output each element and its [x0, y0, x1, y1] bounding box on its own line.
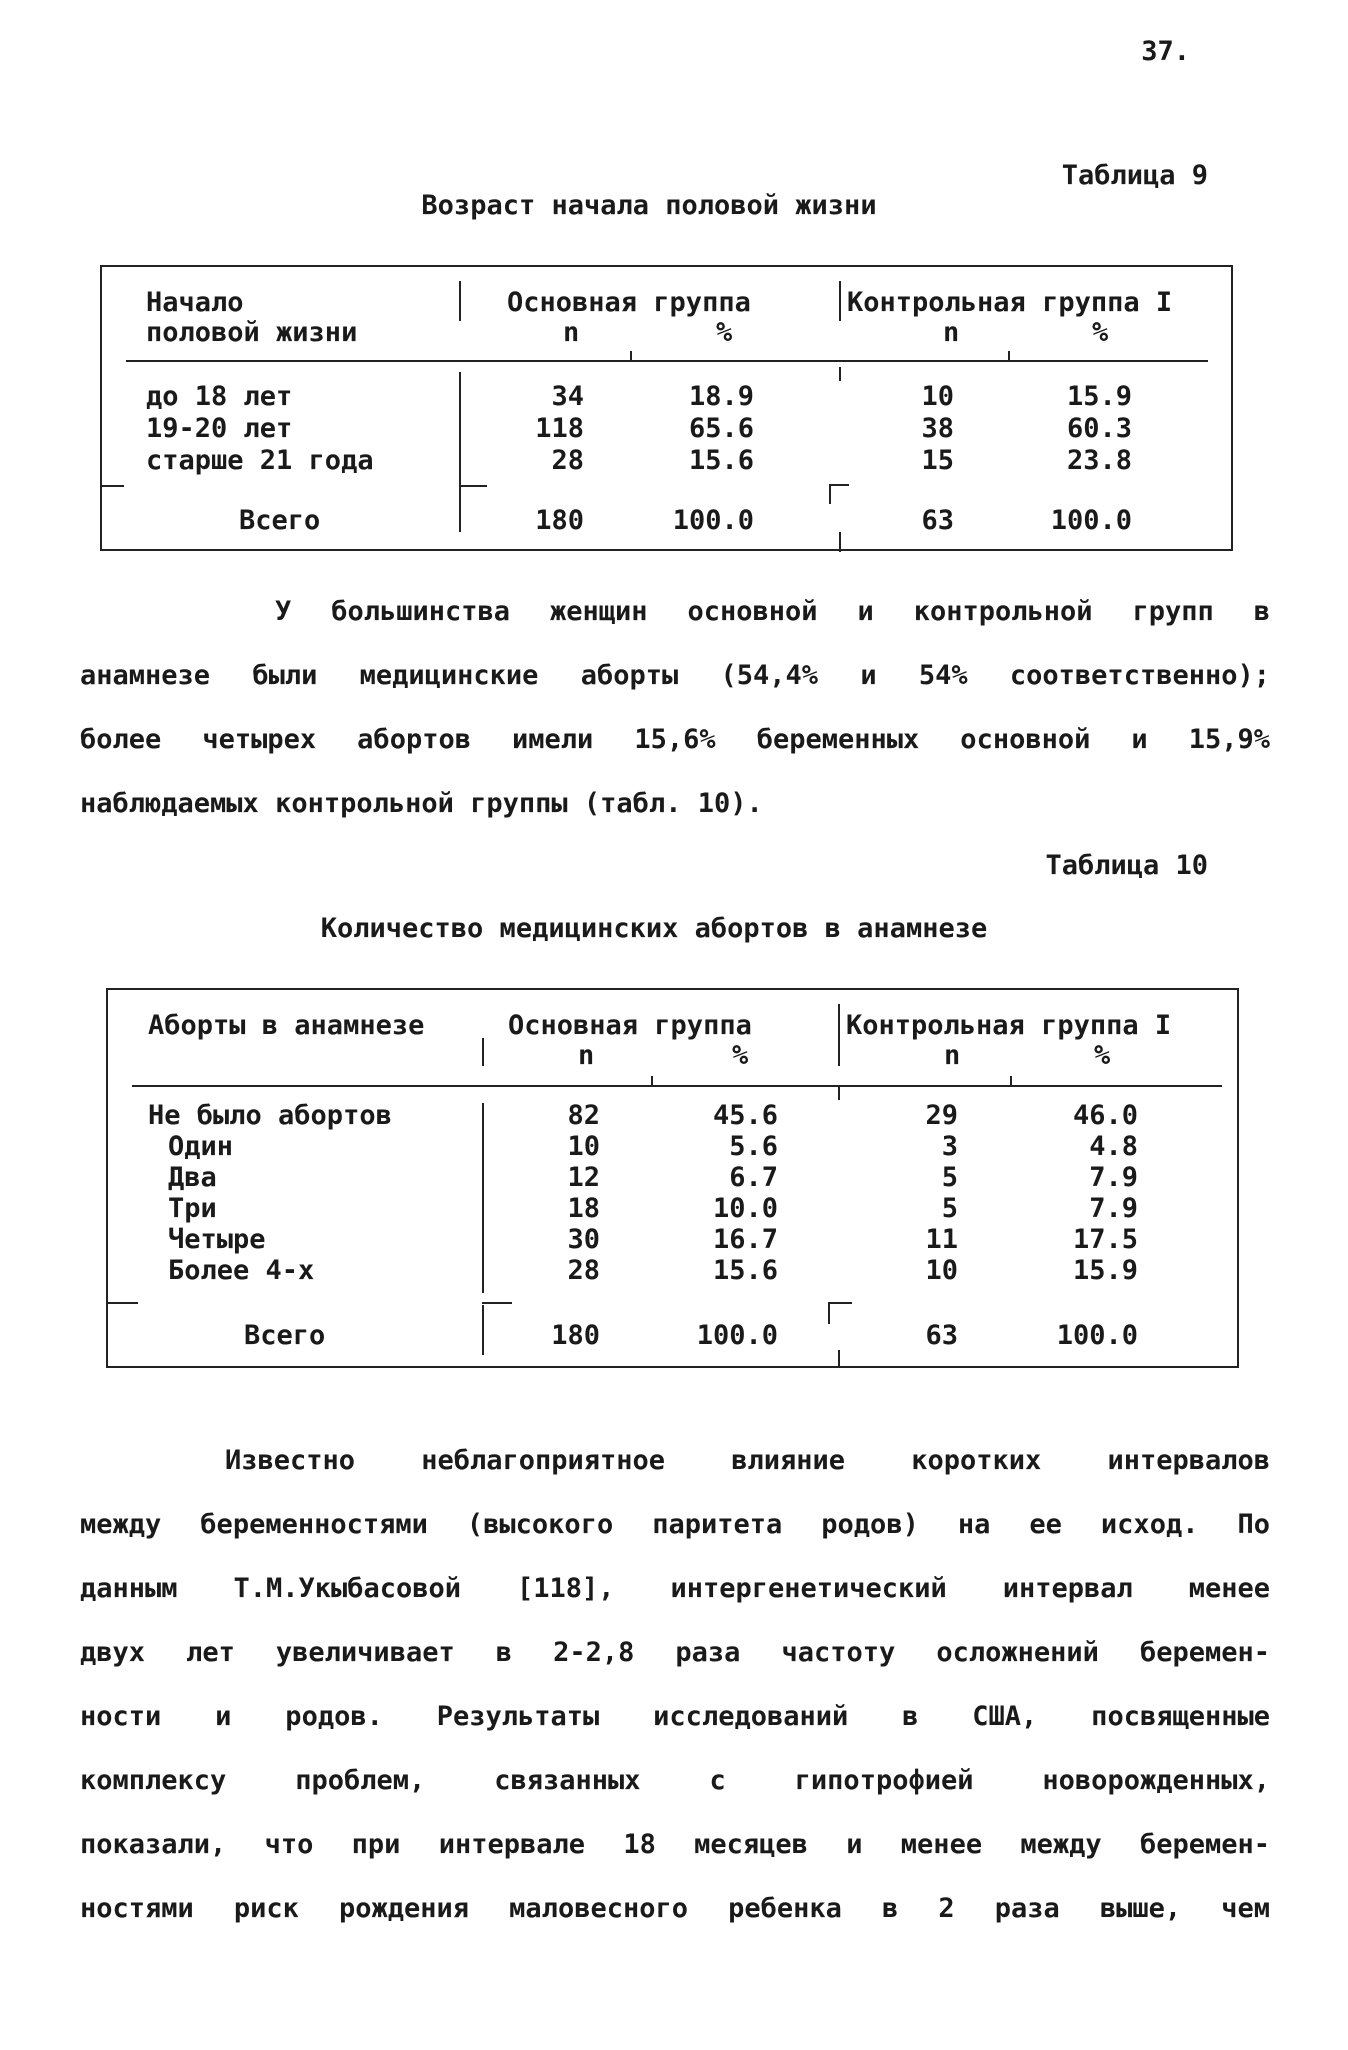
- table9-label: Таблица 9: [1061, 160, 1208, 191]
- table10-header-group1: Основная группа: [508, 1010, 752, 1041]
- table10-col-divider-3: [482, 1305, 484, 1355]
- table10-total-mark-2: [482, 1302, 512, 1304]
- table9-header-n1: n: [563, 317, 580, 348]
- table10-row-label: Два: [168, 1162, 217, 1193]
- paragraph-1-line: более четырех абортов имели 15,6% беременных основной и 15,9%: [80, 724, 1270, 755]
- table10-row-p1: 16.7: [712, 1224, 778, 1255]
- table10-col-divider-2: [482, 1103, 484, 1293]
- table9-row-n1: 34: [551, 381, 584, 412]
- table9-header-col1-line2: половой жизни: [146, 317, 358, 348]
- table9-col-divider-5: [839, 532, 841, 552]
- table10-total-label: Всего: [244, 1320, 326, 1351]
- table9-row-p1: 65.6: [688, 413, 754, 444]
- table10-row-label: Один: [168, 1131, 234, 1162]
- table9-header-rule: [126, 360, 1208, 362]
- paragraph-1-line: анамнезе были медицинские аборты (54,4% и 54% соответственно);: [80, 660, 1270, 691]
- table10-header-pct2: %: [1094, 1040, 1111, 1071]
- table10-row-n1: 12: [567, 1162, 600, 1193]
- table10-header-n2: n: [944, 1040, 961, 1071]
- table9-total-p2: 100.0: [1050, 505, 1132, 536]
- table10-tick-2: [1010, 1076, 1012, 1086]
- table10-row-n2: 11: [925, 1224, 958, 1255]
- table9-row-label: до 18 лет: [146, 381, 293, 412]
- table10-col-divider-6: [838, 1350, 840, 1368]
- table10-tick-1: [651, 1076, 653, 1086]
- table9-col-divider-2: [459, 372, 461, 532]
- table10-col-divider-1: [482, 1038, 484, 1066]
- table9-row-p2: 60.3: [1066, 413, 1132, 444]
- table9-row-p2: 15.9: [1066, 381, 1132, 412]
- table10-row-n2: 10: [925, 1255, 958, 1286]
- table10-row-p1: 45.6: [712, 1100, 778, 1131]
- table10-row-n2: 29: [925, 1100, 958, 1131]
- table10-header-n1: n: [578, 1040, 595, 1071]
- paragraph-2-line: данным Т.М.Укыбасовой [118], интергенетический интервал менее: [80, 1573, 1270, 1604]
- table9-total-p1: 100.0: [672, 505, 754, 536]
- table9-total-mark-2: [459, 485, 461, 499]
- table9-total-mark-5: [829, 484, 849, 486]
- paragraph-1-line: У большинства женщин основной и контрольной групп в: [275, 596, 1270, 627]
- table10-total-p1: 100.0: [696, 1320, 778, 1351]
- table10-row-p2: 7.9: [1089, 1162, 1138, 1193]
- table9-row-n2: 10: [921, 381, 954, 412]
- table10-row-label: Три: [168, 1193, 217, 1224]
- paragraph-1-line: наблюдаемых контрольной группы (табл. 10).: [80, 788, 763, 819]
- table10-row-p1: 10.0: [712, 1193, 778, 1224]
- table9-total-mark-4: [829, 484, 831, 504]
- table10-total-n2: 63: [925, 1320, 958, 1351]
- table9-header-col1-line1: Начало: [146, 287, 244, 318]
- table10-row-n1: 30: [567, 1224, 600, 1255]
- table9-header-group1: Основная группа: [507, 287, 751, 318]
- table9-row-n1: 118: [535, 413, 584, 444]
- table10-row-label: Четыре: [168, 1224, 266, 1255]
- table9-row-label: старше 21 года: [146, 445, 374, 476]
- table9-title: Возраст начала половой жизни: [421, 190, 877, 221]
- table10-row-label: Не было абортов: [148, 1100, 392, 1131]
- table9-col-divider-4: [839, 367, 841, 381]
- table10-row-n2: 5: [941, 1193, 958, 1224]
- table10-total-mark-3: [828, 1302, 830, 1324]
- table10-header-pct1: %: [732, 1040, 749, 1071]
- paragraph-2-line: ности и родов. Результаты исследований в США, посвященные: [80, 1701, 1270, 1732]
- table9-row-p1: 18.9: [688, 381, 754, 412]
- table10-row-n1: 82: [567, 1100, 600, 1131]
- table9-header-n2: n: [943, 317, 960, 348]
- table9-total-mark-3: [459, 485, 487, 487]
- table10-total-mark-1: [108, 1302, 138, 1304]
- table9-total-n1: 180: [535, 505, 584, 536]
- paragraph-2-line: комплексу проблем, связанных с гипотрофией новорожденных,: [80, 1765, 1270, 1796]
- table10: [106, 988, 1239, 1368]
- table10-row-label: Более 4-х: [168, 1255, 315, 1286]
- table9-row-p2: 23.8: [1066, 445, 1132, 476]
- table9-row-label: 19-20 лет: [146, 413, 293, 444]
- table9-total-mark-1: [102, 485, 124, 487]
- paragraph-2-line: между беременностями (высокого паритета родов) на ее исход. По: [80, 1509, 1270, 1540]
- table10-row-n1: 18: [567, 1193, 600, 1224]
- table10-row-n2: 3: [941, 1131, 958, 1162]
- table10-col-divider-5: [838, 1086, 840, 1100]
- table9-header-group2: Контрольная группа I: [847, 287, 1173, 318]
- table9-tick-1: [630, 351, 632, 361]
- table9-row-n1: 28: [551, 445, 584, 476]
- table10-row-p1: 5.6: [729, 1131, 778, 1162]
- table9-tick-2: [1008, 351, 1010, 361]
- paragraph-2-line: ностями риск рождения маловесного ребенка в 2 раза выше, чем: [80, 1893, 1270, 1924]
- table9: [100, 265, 1233, 551]
- table10-title: Количество медицинских абортов в анамнезе: [320, 913, 988, 944]
- table9-header-pct1: %: [716, 317, 733, 348]
- table10-row-p2: 46.0: [1072, 1100, 1138, 1131]
- table10-label: Таблица 10: [1045, 850, 1208, 881]
- table10-row-p2: 4.8: [1089, 1131, 1138, 1162]
- paragraph-2-line: двух лет увеличивает в 2-2,8 раза частоту осложнений беремен-: [80, 1637, 1270, 1668]
- table9-row-n2: 38: [921, 413, 954, 444]
- table10-row-p1: 15.6: [712, 1255, 778, 1286]
- table9-col-divider-3: [839, 281, 841, 321]
- table10-row-p2: 15.9: [1072, 1255, 1138, 1286]
- table10-row-n2: 5: [941, 1162, 958, 1193]
- table10-row-p2: 17.5: [1072, 1224, 1138, 1255]
- table9-total-n2: 63: [921, 505, 954, 536]
- table10-total-p2: 100.0: [1056, 1320, 1138, 1351]
- table10-row-n1: 10: [567, 1131, 600, 1162]
- paragraph-2-line: Известно неблагоприятное влияние коротких интервалов: [225, 1445, 1270, 1476]
- page-number: 37.: [1141, 36, 1190, 67]
- table10-total-n1: 180: [551, 1320, 600, 1351]
- table10-header-group2: Контрольная группа I: [846, 1010, 1172, 1041]
- table9-row-p1: 15.6: [688, 445, 754, 476]
- table9-col-divider-1: [459, 281, 461, 321]
- table10-total-mark-4: [828, 1302, 852, 1304]
- table10-col-divider-4: [838, 1004, 840, 1066]
- table9-row-n2: 15: [921, 445, 954, 476]
- paragraph-2-line: показали, что при интервале 18 месяцев и менее между беремен-: [80, 1829, 1270, 1860]
- table10-row-p1: 6.7: [729, 1162, 778, 1193]
- table10-header-rule: [132, 1085, 1222, 1087]
- table10-header-col1: Аборты в анамнезе: [148, 1010, 425, 1041]
- table9-total-label: Всего: [239, 505, 321, 536]
- table10-row-n1: 28: [567, 1255, 600, 1286]
- table10-row-p2: 7.9: [1089, 1193, 1138, 1224]
- table9-header-pct2: %: [1092, 317, 1109, 348]
